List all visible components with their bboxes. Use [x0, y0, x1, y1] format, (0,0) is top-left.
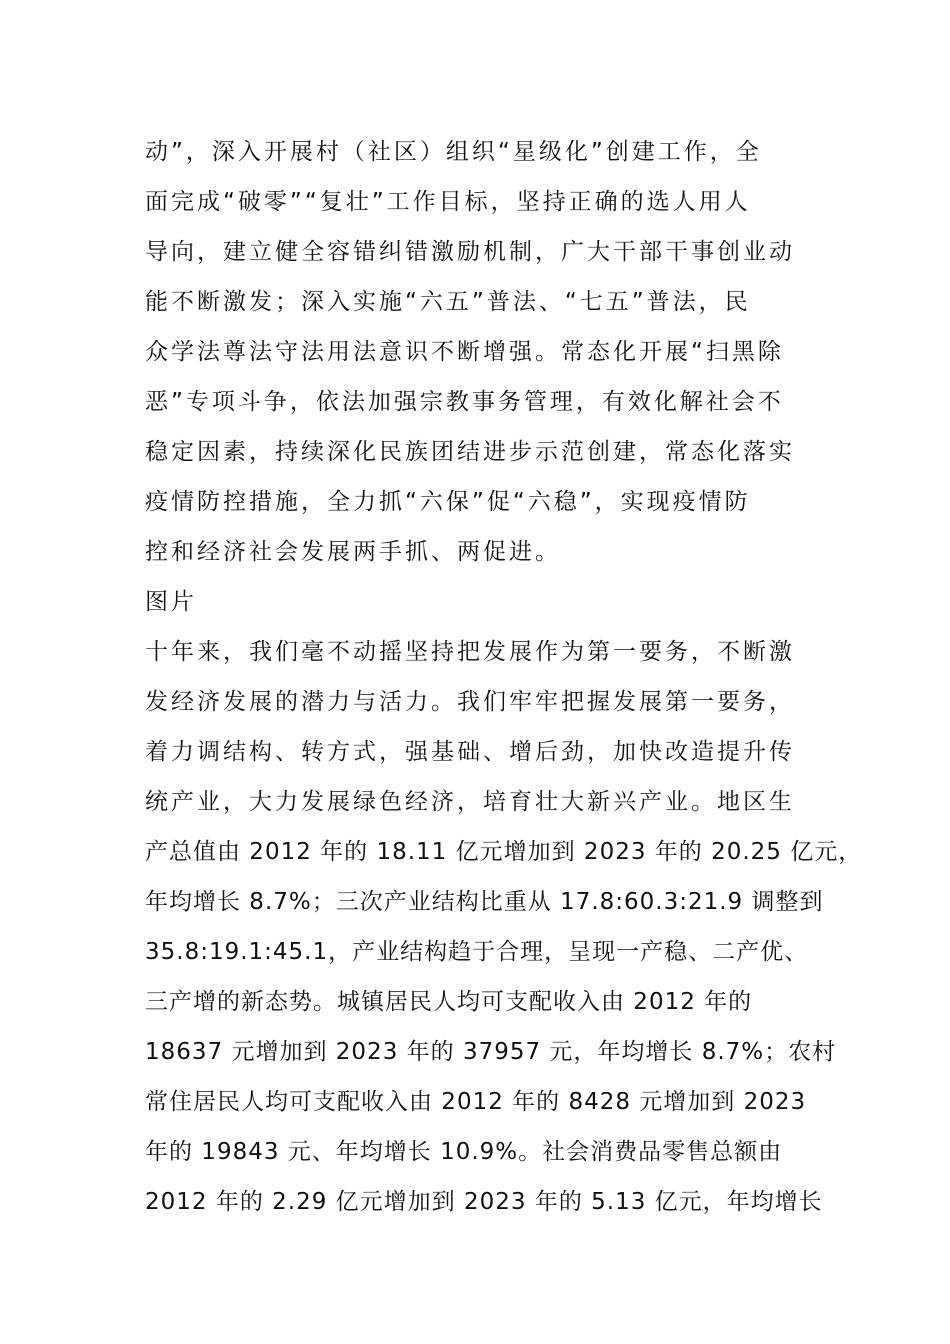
- paragraph-line: 年的 19843 元、年均增长 10.9%。社会消费品零售总额由: [145, 1139, 783, 1165]
- paragraph-line: 统产业，大力发展绿色经济，培育壮大新兴产业。地区生: [145, 789, 795, 815]
- paragraph-line: 导向，建立健全容错纠错激励机制，广大干部干事创业动: [145, 239, 795, 265]
- paragraph-line: 稳定因素，持续深化民族团结进步示范创建，常态化落实: [145, 439, 795, 465]
- paragraph-line: 面完成“破零”“复壮”工作目标，坚持正确的选人用人: [145, 189, 751, 215]
- paragraph-line: 疫情防控措施，全力抓“六保”促“六稳”，实现疫情防: [145, 489, 751, 515]
- paragraph-line: 18637 元增加到 2023 年的 37957 元，年均增长 8.7%；农村: [145, 1039, 837, 1065]
- paragraph-line: 产总值由 2012 年的 18.11 亿元增加到 2023 年的 20.25 亿元，: [145, 839, 863, 865]
- paragraph-line: 恶”专项斗争，依法加强宗教事务管理，有效化解社会不: [145, 389, 784, 415]
- paragraph-line: 三产增的新态势。城镇居民人均可支配收入由 2012 年的: [145, 989, 753, 1015]
- paragraph-line: 年均增长 8.7%；三次产业结构比重从 17.8:60.3:21.9 调整到: [145, 889, 824, 915]
- paragraph-line: 着力调结构、转方式，强基础、增后劲，加快改造提升传: [145, 739, 795, 765]
- paragraph-line: 发经济发展的潜力与活力。我们牢牢把握发展第一要务，: [145, 689, 795, 715]
- paragraph-line: 众学法尊法守法用法意识不断增强。常态化开展“扫黑除: [145, 339, 784, 365]
- paragraph-line: 控和经济社会发展两手抓、两促进。: [145, 539, 561, 565]
- paragraph-line: 动”，深入开展村（社区）组织“星级化”创建工作，全: [145, 139, 762, 165]
- paragraph-line: 十年来，我们毫不动摇坚持把发展作为第一要务，不断激: [145, 639, 795, 665]
- paragraph-line: 35.8:19.1:45.1，产业结构趋于合理，呈现一产稳、二产优、: [145, 939, 809, 965]
- image-caption: 图片: [145, 589, 197, 615]
- paragraph-line: 2012 年的 2.29 亿元增加到 2023 年的 5.13 亿元，年均增长: [145, 1189, 823, 1215]
- paragraph-line: 能不断激发；深入实施“六五”普法、“七五”普法，民: [145, 289, 751, 315]
- paragraph-line: 常住居民人均可支配收入由 2012 年的 8428 元增加到 2023: [145, 1089, 807, 1115]
